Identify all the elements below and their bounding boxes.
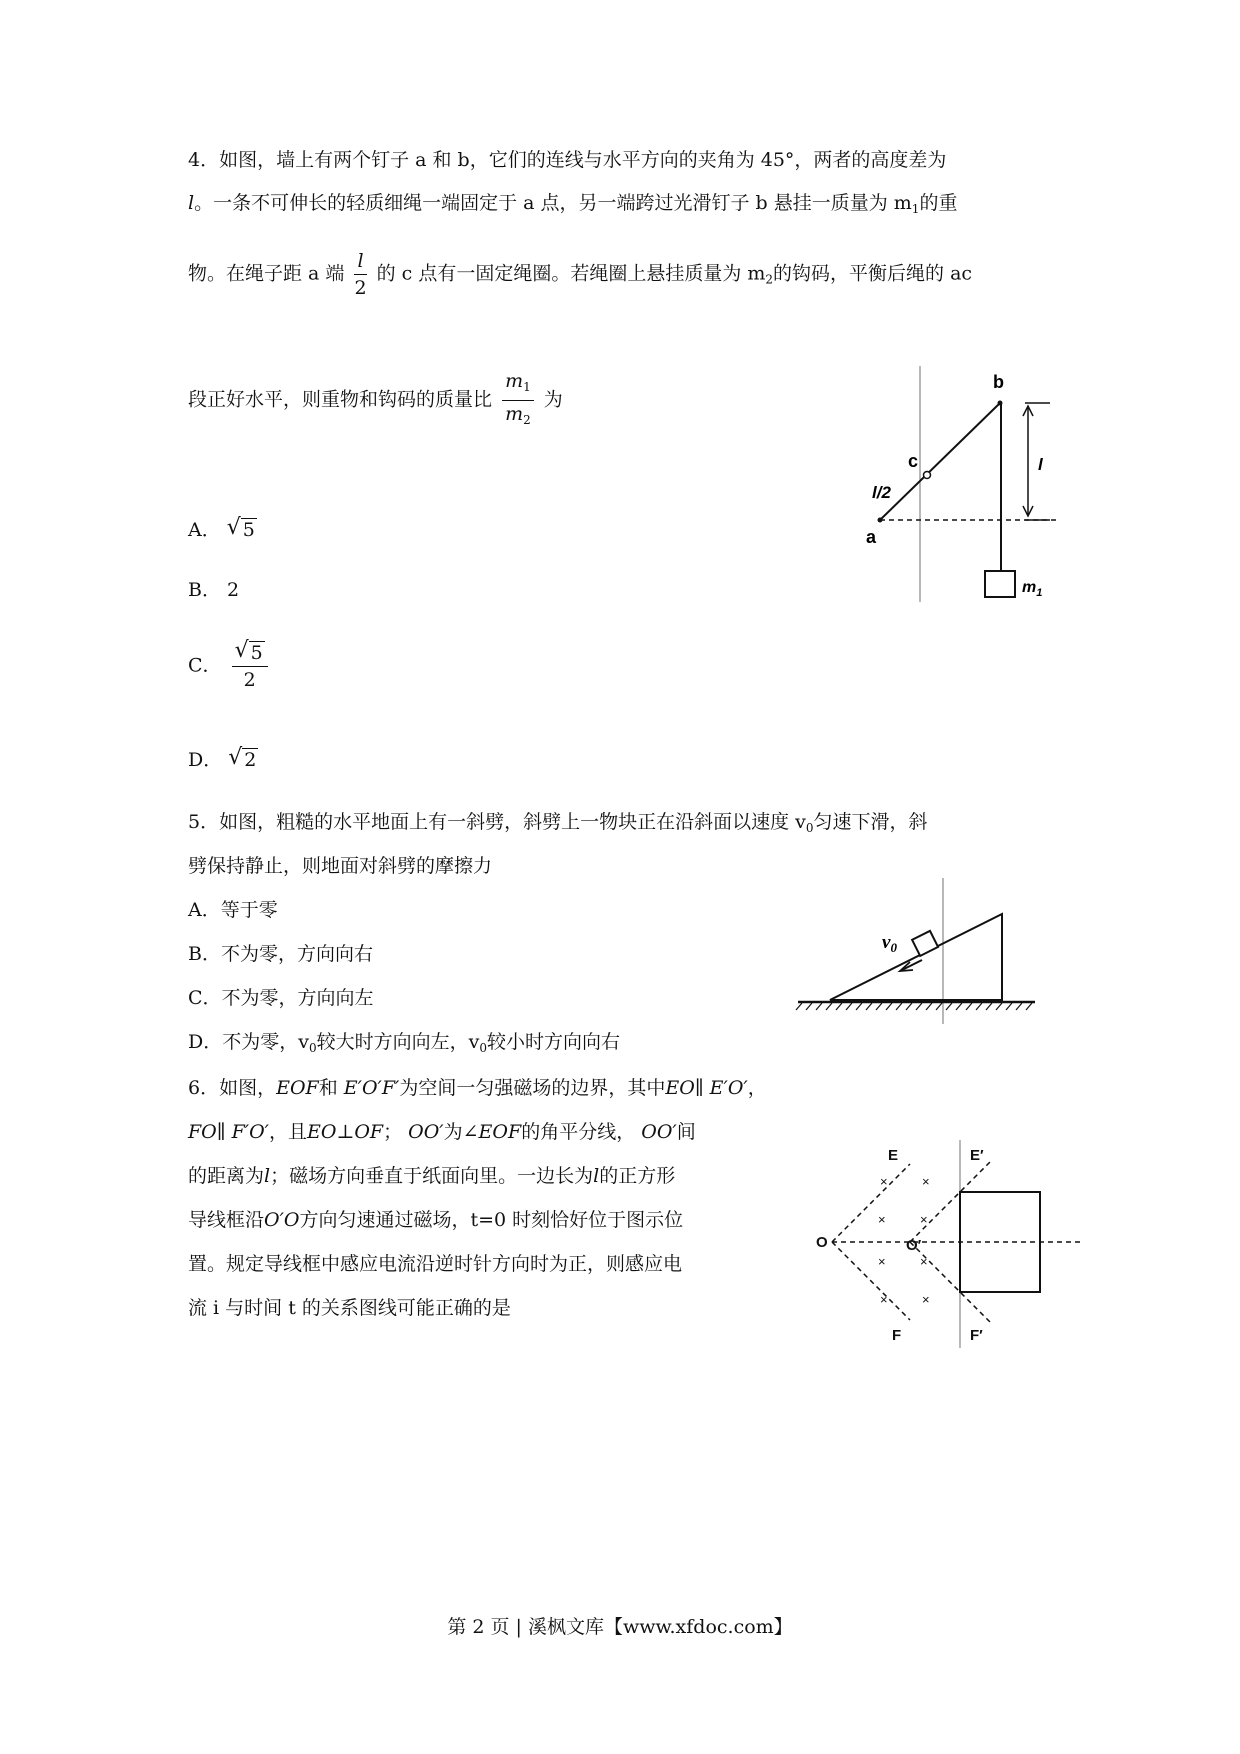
- q6-line-3: 的距离为l；磁场方向垂直于纸面向里。一边长为l的正方形: [188, 1165, 676, 1187]
- label-e-prime: E′: [970, 1147, 984, 1164]
- q4-line-1: 4．如图，墙上有两个钉子 a 和 b，它们的连线与水平方向的夹角为 45°，两者的高度差为: [188, 149, 947, 171]
- q6-figure: [810, 1140, 1090, 1350]
- label-m1: $m_1$: [1022, 579, 1043, 599]
- q5-figure: [790, 878, 1040, 1028]
- q6-line-6: 流 i 与时间 t 的关系图线可能正确的是: [188, 1297, 511, 1319]
- q5-option-b: B．不为零，方向向右: [188, 943, 373, 965]
- q4-line-3: 物。在绳子距 a 端 $\frac{l}{2}$ 的 c 点有一固定绳圈。若绳圈上悬挂质量为 $m_2$的钩码，平衡后绳的 ac: [188, 250, 973, 299]
- q4-option-a: A． √ 5: [188, 516, 257, 544]
- q5-option-d: D．不为零，$v_0$较大时方向向左，$v_0$较小时方向向右: [188, 1031, 620, 1055]
- field-markers: [878, 1174, 930, 1307]
- q5-option-c: C．不为零，方向向左: [188, 987, 374, 1009]
- boundary-eo: [832, 1164, 910, 1242]
- block: [912, 931, 938, 956]
- page-footer: 第 2 页 | 溪枫文库【www.xfdoc.com】: [447, 1616, 793, 1638]
- q4-line-2: l。一条不可伸长的轻质细绳一端固定于 a 点，另一端跨过光滑钉子 b 悬挂一质量为 $m_1$的重: [188, 192, 958, 216]
- nail-b: [998, 401, 1003, 406]
- q6-line-1: 6．如图，EOF和 E′O′F′为空间一匀强磁场的边界，其中EO∥ E′O′，: [188, 1077, 767, 1099]
- field-x-1: ×: [880, 1174, 888, 1189]
- field-x-4: ×: [920, 1212, 928, 1227]
- ring-c: [924, 472, 931, 479]
- ground-hatching: [796, 1003, 1032, 1010]
- field-x-6: ×: [920, 1254, 928, 1269]
- field-x-2: ×: [922, 1174, 930, 1189]
- q4-line-4: 段正好水平，则重物和钩码的质量比 $\frac{m_1}{m_2}$ 为: [188, 368, 563, 433]
- label-o: O: [816, 1234, 828, 1251]
- q5-line-2: 劈保持静止，则地面对斜劈的摩擦力: [188, 855, 493, 877]
- label-l: l: [1038, 455, 1043, 474]
- field-x-8: ×: [922, 1292, 930, 1307]
- label-l-half: l/2: [872, 483, 891, 502]
- label-e: E: [888, 1147, 899, 1164]
- wedge: [830, 914, 1002, 1000]
- q6-line-5: 置。规定导线框中感应电流沿逆时针方向时为正，则感应电: [188, 1253, 683, 1275]
- rope-ab: [880, 403, 1000, 520]
- fraction-mass-ratio: $\frac{m_1}{m_2}$: [502, 368, 534, 433]
- field-x-3: ×: [878, 1212, 886, 1227]
- field-x-5: ×: [878, 1254, 886, 1269]
- fraction-l-over-2: $\frac{l}{2}$: [354, 250, 367, 299]
- boundary-fo: [832, 1242, 910, 1320]
- field-x-7: ×: [880, 1292, 888, 1307]
- q4-figure: [860, 366, 1080, 606]
- q5-option-a: A．等于零: [188, 899, 278, 921]
- label-o-prime: O′: [906, 1237, 922, 1254]
- label-f-prime: F′: [970, 1327, 983, 1344]
- q6-line-4: 导线框沿O′O方向匀速通过磁场，t=0 时刻恰好位于图示位: [188, 1209, 684, 1231]
- weight-m1: [985, 571, 1015, 597]
- label-v0: $v_0$: [882, 932, 897, 955]
- q4-option-d: D． √ 2: [188, 746, 258, 774]
- label-f: F: [892, 1327, 902, 1344]
- q4-option-c: C． √ $\frac{5}{2}$: [188, 640, 272, 693]
- label-c: c: [908, 451, 919, 471]
- q4-option-b: B． 2: [188, 579, 240, 601]
- q5-line-1: 5．如图，粗糙的水平地面上有一斜劈，斜劈上一物块正在沿斜面以速度 $v_0$匀速下滑，斜: [188, 811, 928, 835]
- fraction-sqrt5-over-2: √ $\frac{5}{2}$: [232, 640, 268, 693]
- label-b: b: [993, 372, 1004, 392]
- label-a: a: [866, 527, 877, 547]
- sqrt-expression: √ 2: [228, 746, 258, 774]
- sqrt-expression: √ 5: [227, 516, 257, 544]
- q6-line-2: FO∥ F′O′，且EO⊥OF； OO′为∠EOF的角平分线， OO′间: [188, 1121, 696, 1143]
- nail-a: [878, 518, 883, 523]
